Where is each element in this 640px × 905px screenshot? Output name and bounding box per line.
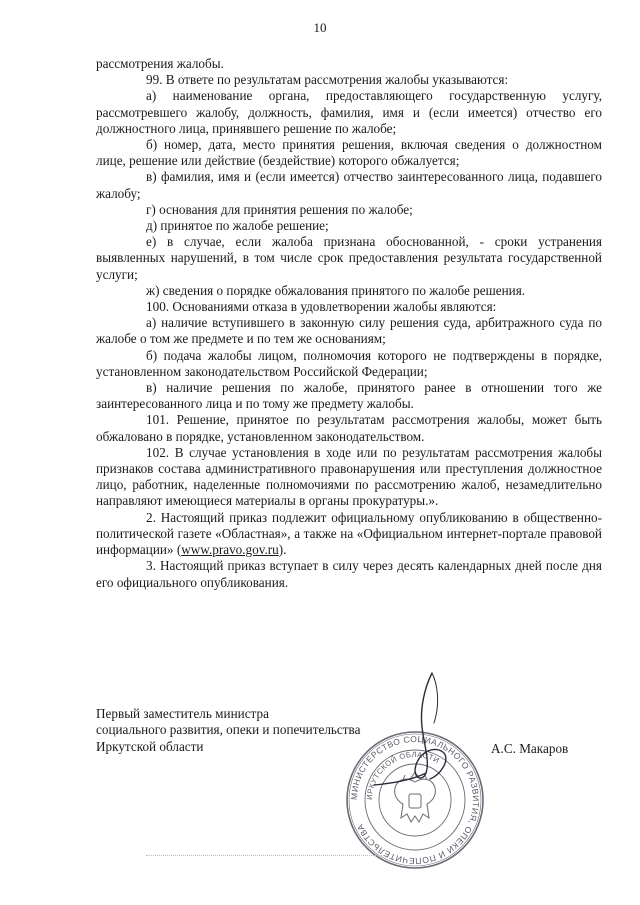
stamp-outer-text: МИНИСТЕРСТВО СОЦИАЛЬНОГО РАЗВИТИЯ, ОПЕКИ И ПОПЕЧИТЕЛЬСТВА [348,733,482,867]
paragraph: е) в случае, если жалоба признана обоснованной, - сроки устранения выявленных нарушений, в том числе срок предоставления результата государственной услуги; [96,234,602,282]
scan-artifact-line [146,855,386,856]
paragraph: б) подача жалобы лицом, полномочия которого не подтверждены в порядке, установленном законодательством Российской Федерации; [96,347,602,379]
paragraph: в) наличие решения по жалобе, принятого ранее в отношении того же заинтересованного лица и по тому же предмету жалобы. [96,380,602,412]
paragraph: 102. В случае установления в ходе или по результатам рассмотрения жалобы признаков состава административного правонарушения или преступления должностное лицо, работник, наделенные полномочиями по рассмотрению жалоб, незамедлительно направляют имеющиеся материалы в органы прокуратуры.». [96,444,602,509]
signatory-title-line: социального развития, опеки и попечительства [96,722,361,738]
paragraph: 100. Основаниями отказа в удовлетворении жалобы являются: [146,299,497,315]
paragraph: в) фамилия, имя и (если имеется) отчество заинтересованного лица, подавшего жалобу; [96,169,602,201]
handwritten-signature [360,665,500,815]
signatory-title-line: Иркутской области [96,738,204,754]
paragraph: д) принятое по жалобе решение; [146,218,329,234]
publication-tail: ). [278,542,287,558]
paragraph: 101. Решение, принятое по результатам рассмотрения жалобы, может быть обжаловано в порядке, установленном законодательством. [96,412,602,444]
page-number: 10 [313,20,327,35]
paragraph: г) основания для принятия решения по жалобе; [146,201,413,217]
pravo-link[interactable]: www.pravo.gov.ru [181,542,279,558]
paragraph: рассмотрения жалобы. [96,56,224,71]
paragraph: ж) сведения о порядке обжалования принятого по жалобе решения. [146,282,526,298]
publication-paragraph [96,510,602,559]
final-paragraph: 3. Настоящий приказ вступает в силу через десять календарных дней после дня его официального опубликования. [96,558,602,590]
signatory-name: А.С. Макаров [491,741,569,756]
publication-text: 2. Настоящий приказ подлежит официальному опубликованию в общественно-политической газете «Областная», а также на «Официальном интернет-портале правовой информации» ( [96,509,602,558]
paragraph: 99. В ответе по результатам рассмотрения жалобы указываются: [146,72,509,88]
document-body [96,56,602,591]
paragraph: а) наличие вступившего в законную силу решения суда, арбитражного суда по жалобе о том же предмете и по тем же основаниям; [96,315,602,347]
paragraph: б) номер, дата, место принятия решения, включая сведения о должностном лице, решение или действие (бездействие) которого обжалуется; [96,137,602,169]
paragraph: а) наименование органа, предоставляющего государственную услугу, рассмотревшего жалобу, должность, фамилия, имя и (если имеется) отчество его должностного лица, принявшего решение по жалобе; [96,88,602,136]
stamp-inner-text: ИРКУТСКОЙ ОБЛАСТИ [364,749,442,801]
signatory-title-line: Первый заместитель министра [96,706,269,721]
